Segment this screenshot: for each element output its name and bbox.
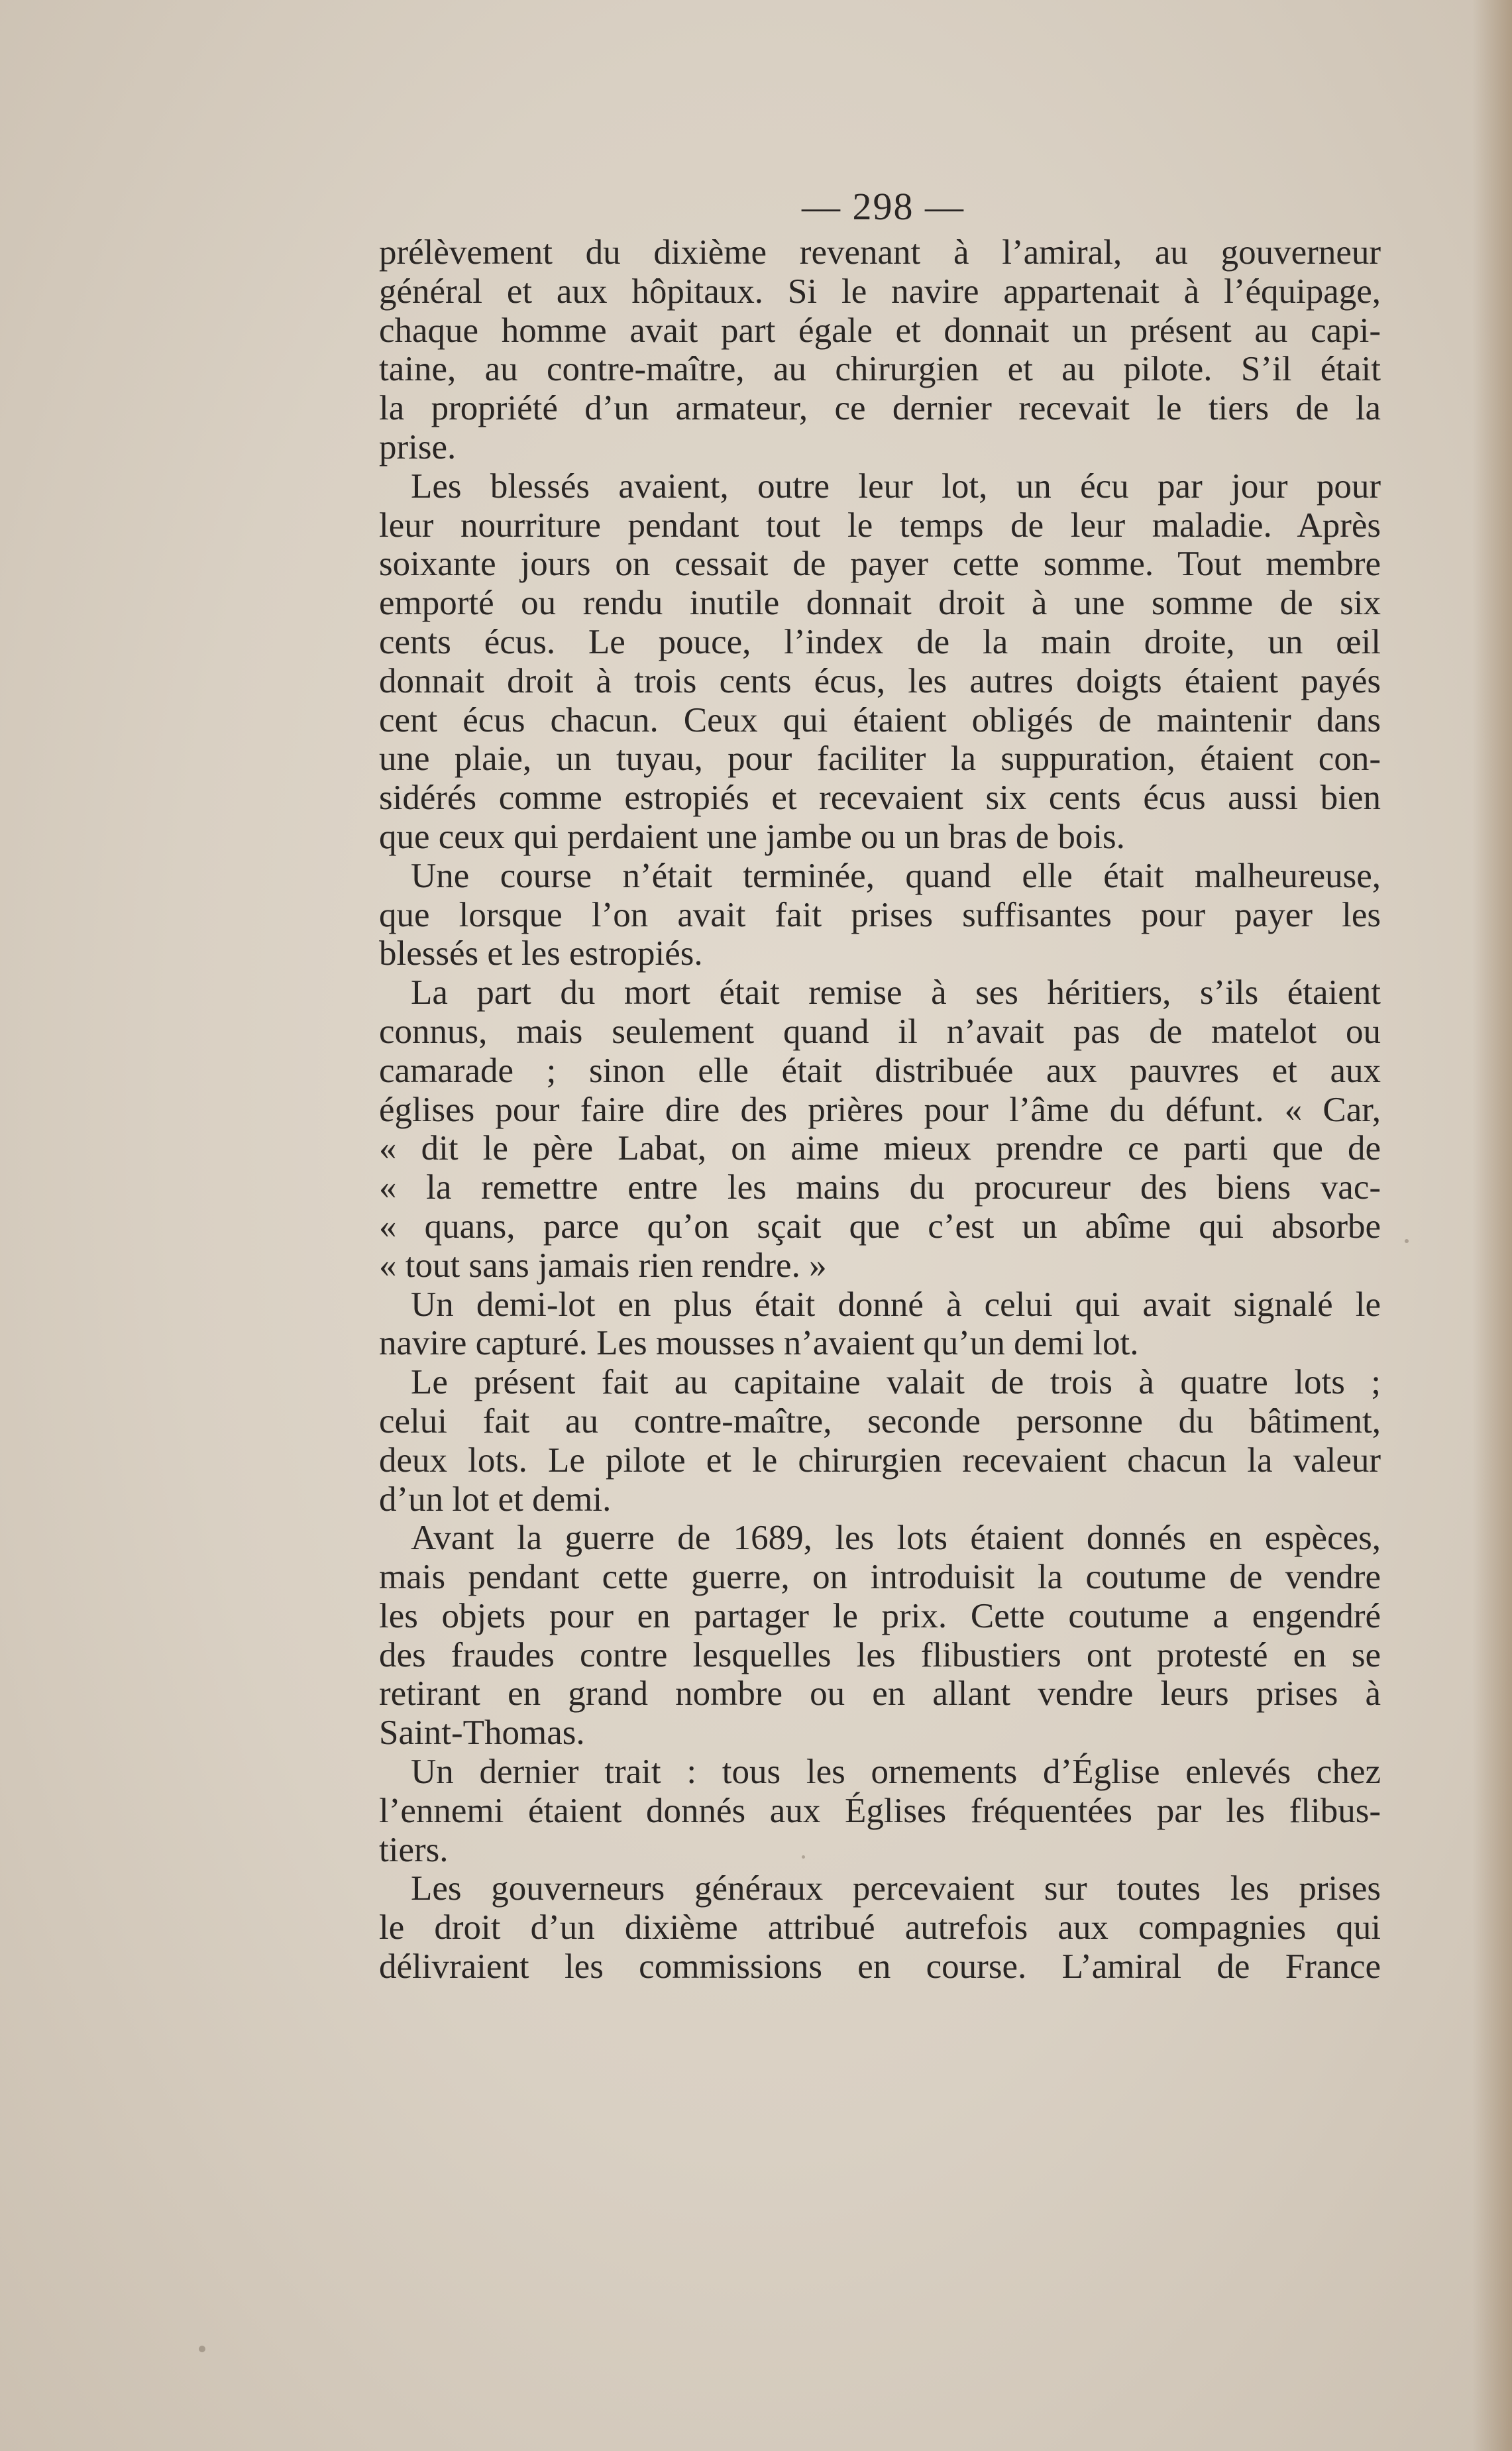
text-line: les objets pour en partager le prix. Cette coutume a engendré xyxy=(379,1596,1381,1635)
page-edge-shadow xyxy=(1472,0,1512,2451)
page-text-block xyxy=(379,180,1381,1987)
text-line: Un dernier trait : tous les ornements d’Église enlevés chez xyxy=(411,1753,1381,1792)
text-line: connus, mais seulement quand il n’avait pas de matelot ou xyxy=(379,1012,1381,1051)
text-line: Une course n’était terminée, quand elle était malheureuse, xyxy=(411,856,1381,895)
text-line: délivraient les commissions en course. L’amiral de France xyxy=(379,1947,1381,1987)
text-line: d’un lot et demi. xyxy=(379,1480,612,1519)
text-line: Un demi-lot en plus était donné à celui qui avait signalé le xyxy=(411,1285,1381,1324)
text-line: camarade ; sinon elle était distribuée aux pauvres et aux xyxy=(379,1051,1381,1090)
text-line: « dit le père Labat, on aime mieux prendre ce parti que de xyxy=(379,1129,1381,1168)
text-line: églises pour faire dire des prières pour l’âme du défunt. « Car, xyxy=(379,1090,1381,1129)
text-line: blessés et les estropiés. xyxy=(379,934,703,973)
text-line: celui fait au contre-maître, seconde personne du bâtiment, xyxy=(379,1401,1381,1441)
text-line: « quans, parce qu’on sçait que c’est un abîme qui absorbe xyxy=(379,1207,1381,1246)
page-number: — 298 — xyxy=(802,185,965,228)
text-line: le droit d’un dixième attribué autrefois aux compagnies qui xyxy=(379,1908,1381,1947)
text-line: Saint-Thomas. xyxy=(379,1714,585,1753)
text-line: mais pendant cette guerre, on introduisit la coutume de vendre xyxy=(379,1558,1381,1597)
text-line: que ceux qui perdaient une jambe ou un bras de bois. xyxy=(379,817,1125,856)
text-line: Les gouverneurs généraux percevaient sur toutes les prises xyxy=(411,1869,1381,1908)
text-line: la propriété d’un armateur, ce dernier recevait le tiers de la xyxy=(379,389,1381,428)
text-line: sidérés comme estropiés et recevaient six cents écus aussi bien xyxy=(379,779,1381,818)
text-line: retirant en grand nombre ou en allant vendre leurs prises à xyxy=(379,1674,1381,1714)
text-line: « tout sans jamais rien rendre. » xyxy=(379,1246,827,1285)
paper-speck xyxy=(1405,1239,1409,1243)
text-line: l’ennemi étaient donnés aux Églises fréquentées par les flibus- xyxy=(379,1791,1381,1830)
text-line: leur nourriture pendant tout le temps de leur maladie. Après xyxy=(379,506,1381,545)
text-line: chaque homme avait part égale et donnait un présent au capi- xyxy=(379,311,1381,350)
text-line: navire capturé. Les mousses n’avaient qu’un demi lot. xyxy=(379,1324,1139,1363)
text-line: Les blessés avaient, outre leur lot, un écu par jour pour xyxy=(411,466,1381,506)
text-line: « la remettre entre les mains du procureur des biens vac- xyxy=(379,1168,1381,1207)
text-line: soixante jours on cessait de payer cette somme. Tout membre xyxy=(379,545,1381,584)
text-line: une plaie, un tuyau, pour faciliter la suppuration, étaient con- xyxy=(379,739,1381,779)
text-line: Le présent fait au capitaine valait de trois à quatre lots ; xyxy=(411,1363,1381,1402)
text-line: tiers. xyxy=(379,1830,449,1869)
text-line: que lorsque l’on avait fait prises suffisantes pour payer les xyxy=(379,895,1381,934)
text-line: des fraudes contre lesquelles les flibustiers ont protesté en se xyxy=(379,1635,1381,1674)
text-line: prise. xyxy=(379,427,457,466)
paper-speck xyxy=(199,2346,205,2352)
text-line: emporté ou rendu inutile donnait droit à une somme de six xyxy=(379,584,1381,623)
text-line: prélèvement du dixième revenant à l’amiral, au gouverneur xyxy=(379,233,1381,272)
text-line: La part du mort était remise à ses héritiers, s’ils étaient xyxy=(411,973,1381,1012)
text-line: donnait droit à trois cents écus, les autres doigts étaient payés xyxy=(379,661,1381,700)
text-line: taine, au contre-maître, au chirurgien et au pilote. S’il était xyxy=(379,350,1381,389)
text-line: deux lots. Le pilote et le chirurgien recevaient chacun la valeur xyxy=(379,1441,1381,1480)
text-line: Avant la guerre de 1689, les lots étaient donnés en espèces, xyxy=(411,1519,1381,1558)
text-line: général et aux hôpitaux. Si le navire appartenait à l’équipage, xyxy=(379,272,1381,311)
text-line: cent écus chacun. Ceux qui étaient obligés de maintenir dans xyxy=(379,700,1381,739)
text-line: cents écus. Le pouce, l’index de la main droite, un œil xyxy=(379,622,1381,661)
